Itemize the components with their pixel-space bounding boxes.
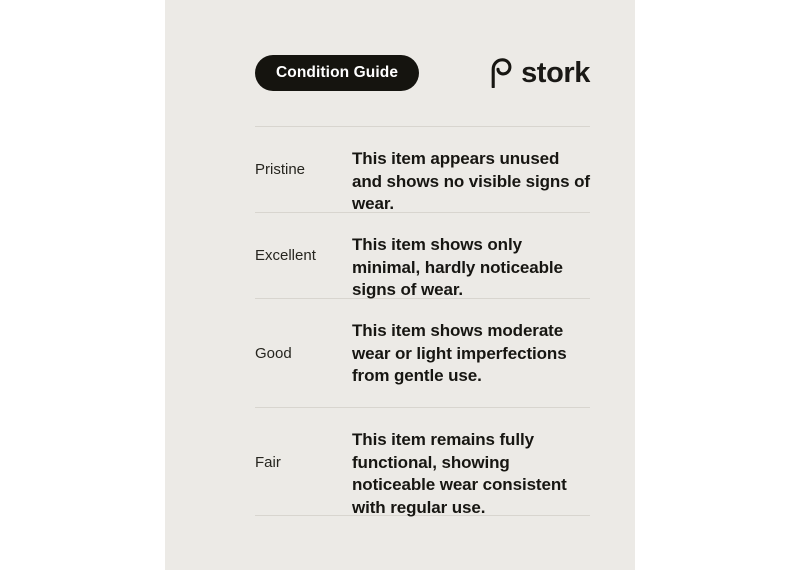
table-row xyxy=(255,212,590,298)
condition-label: Pristine xyxy=(255,161,306,178)
condition-description: This item appears unused and shows no visible signs of wear. xyxy=(352,149,590,213)
condition-label: Excellent xyxy=(255,247,316,264)
brand-name: stork xyxy=(521,57,590,89)
condition-table xyxy=(255,126,590,516)
condition-description: This item shows moderate wear or light imperfections from gentle use. xyxy=(352,321,567,385)
table-row xyxy=(255,298,590,407)
condition-guide-card xyxy=(165,0,635,570)
condition-label: Good xyxy=(255,344,292,362)
brand-lockup xyxy=(490,55,590,91)
card-header xyxy=(210,55,590,95)
condition-guide-badge: Condition Guide xyxy=(255,55,419,91)
condition-description: This item shows only minimal, hardly noticeable signs of wear. xyxy=(352,235,563,299)
stork-logo-icon xyxy=(490,58,513,88)
table-row xyxy=(255,126,590,212)
condition-label: Fair xyxy=(255,453,281,471)
table-row xyxy=(255,407,590,516)
condition-description: This item remains fully functional, showing noticeable wear consistent with regular use. xyxy=(352,430,567,517)
card-content xyxy=(210,0,590,570)
